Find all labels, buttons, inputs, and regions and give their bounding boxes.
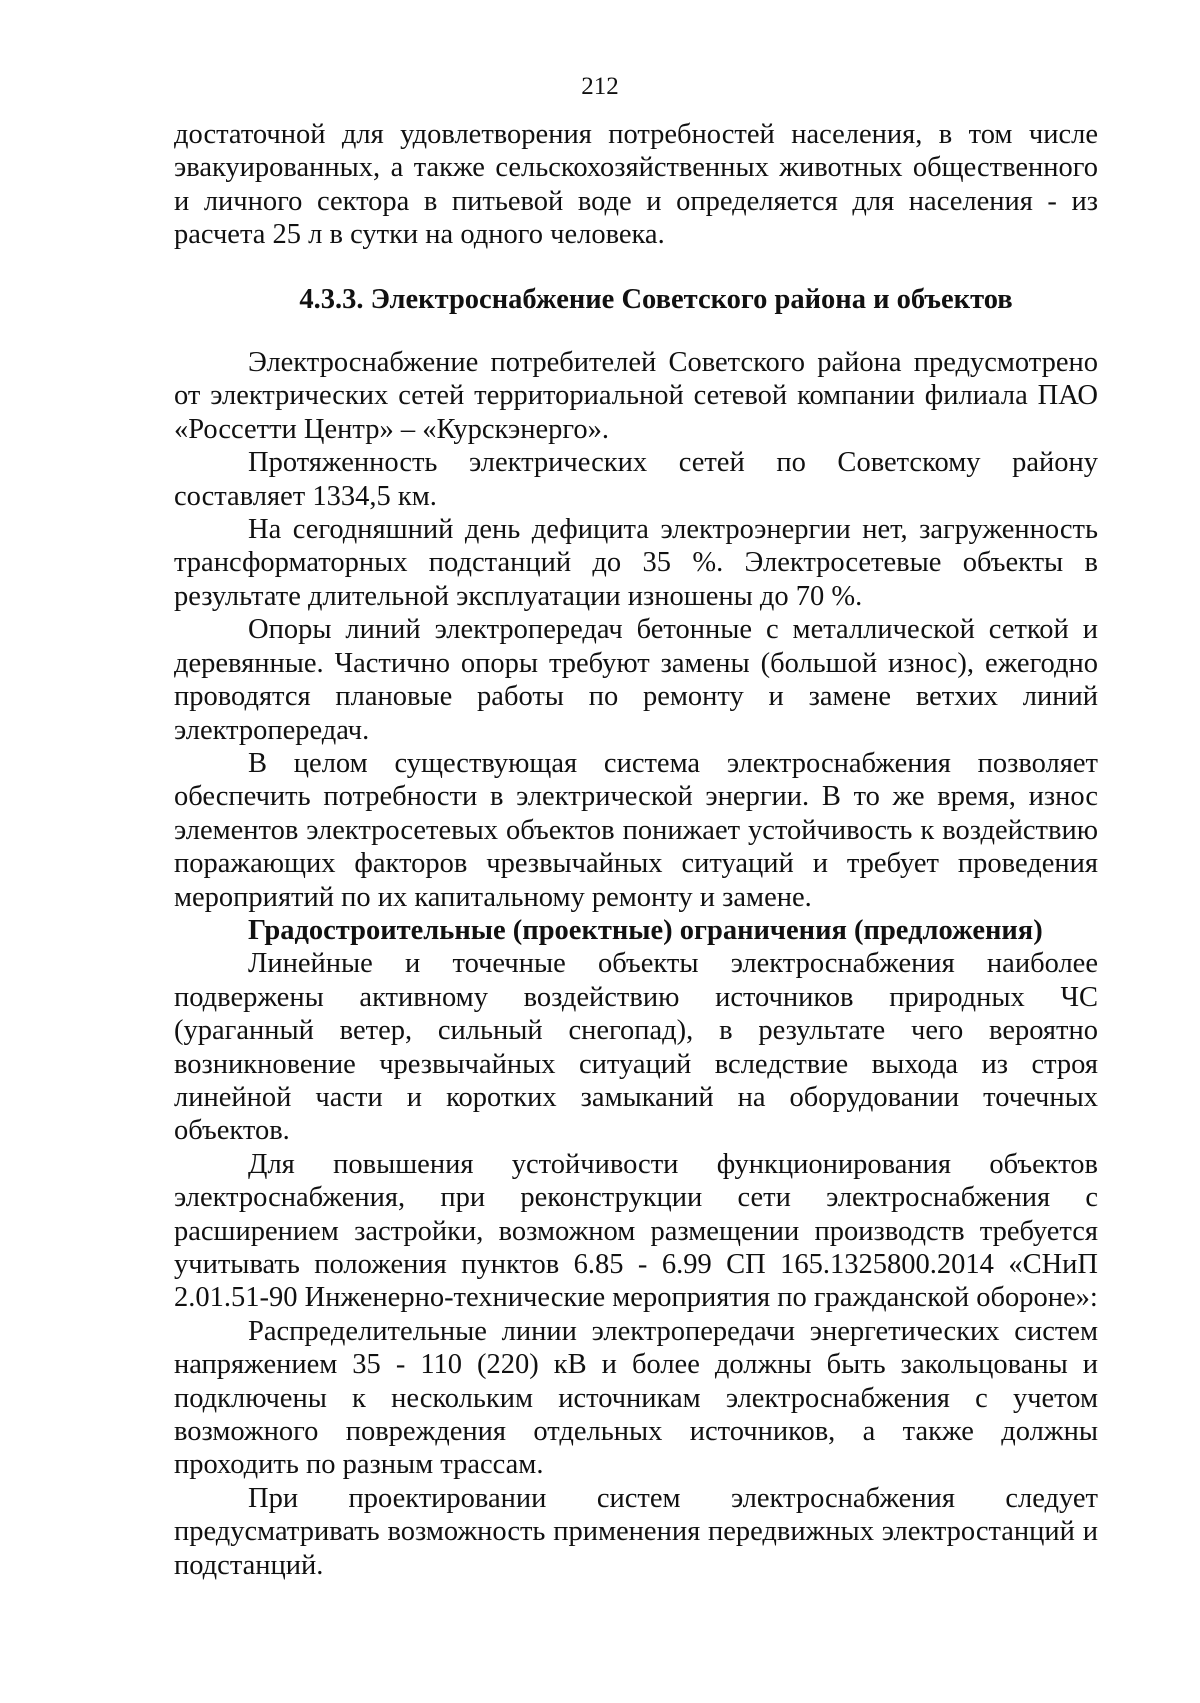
restrictions-paragraph: Линейные и точечные объекты электроснабжения наиболее подвержены активному воздействию источников природных ЧС (ураганный ветер, сильный снегопад), в результате чего вероятно возникновение чрезвычайных ситуаций вследствие выхода из строя линейной части и коротких замыканий на оборудовании точечных объектов. [174,948,1098,1147]
section-paragraph: В целом существующая система электроснабжения позволяет обеспечить потребности в электрической энергии. В то же время, износ элементов электросетевых объектов понижает устойчивость к воздействию поражающих факторов чрезвычайных ситуаций и требует проведения мероприятий по их капитальному ремонту и замене. [174,747,1098,913]
section-paragraph: На сегодняшний день дефицита электроэнергии нет, загруженность трансформаторных подстанций до 35 %. Электросетевые объекты в результате длительной эксплуатации изношены до 70 %. [174,514,1098,612]
section-paragraph: Опоры линий электропередач бетонные с металлической сеткой и деревянные. Частично опоры требуют замены (большой износ), ежегодно проводятся плановые работы по ремонту и замене ветхих линий электропередач. [174,614,1098,746]
section-title-text: 4.3.3. Электроснабжение Советского района и объектов [299,283,1013,315]
section-paragraph: Протяженность электрических сетей по Советскому району составляет 1334,5 км. [174,447,1098,512]
section-paragraph: Электроснабжение потребителей Советского района предусмотрено от электрических сетей территориальной сетевой компании филиала ПАО «Россетти Центр» – «Курскэнерго». [174,347,1098,445]
restrictions-paragraph: Распределительные линии электропередачи энергетических систем напряжением 35 - 110 (220) кВ и более должны быть закольцованы и подключены к нескольким источникам электроснабжения с учетом возможного повреждения отдельных источников, а также должны проходить по разным трассам. [174,1315,1098,1481]
intro-paragraph: достаточной для удовлетворения потребностей населения, в том числе эвакуированных, а также сельскохозяйственных животных общественного и личного сектора в питьевой воде и определяется для населения - из расчета 25 л в сутки на одного человека. [174,119,1098,251]
page-number: 212 [581,73,619,100]
document-body [174,118,1098,1582]
section-title [174,283,1098,316]
restrictions-paragraph: При проектировании систем электроснабжения следует предусматривать возможность применения передвижных электростанций и подстанций. [174,1482,1098,1581]
restrictions-heading: Градостроительные (проектные) ограничения (предложения) [248,914,1043,946]
restrictions-paragraph: Для повышения устойчивости функционирования объектов электроснабжения, при реконструкции сети электроснабжения с расширением застройки, возможном размещении производств требуется учитывать положения пунктов 6.85 - 6.99 СП 165.1325800.2014 «СНиП 2.01.51-90 Инженерно-технические мероприятия по гражданской обороне»: [174,1148,1098,1314]
